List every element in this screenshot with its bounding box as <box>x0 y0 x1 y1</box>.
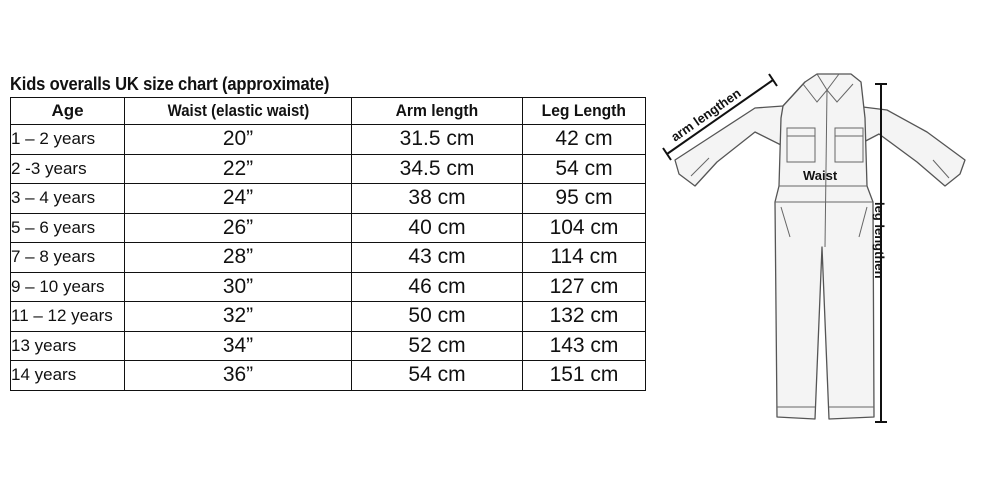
age-cell: 5 – 6 years <box>11 213 125 243</box>
table-row <box>11 243 646 273</box>
age-cell: 9 – 10 years <box>11 272 125 302</box>
leg-length-cell: 42 cm <box>523 125 646 155</box>
arm-length-cell: 52 cm <box>352 331 523 361</box>
header-age: Age <box>11 98 125 125</box>
arm-length-cell: 50 cm <box>352 302 523 332</box>
age-cell: 2 -3 years <box>11 154 125 184</box>
table-row <box>11 184 646 214</box>
table-row <box>11 302 646 332</box>
age-cell: 14 years <box>11 361 125 391</box>
leg-length-cell: 151 cm <box>523 361 646 391</box>
header-waist: Waist (elastic waist) <box>125 98 352 125</box>
arm-length-cell: 34.5 cm <box>352 154 523 184</box>
table-row <box>11 272 646 302</box>
table-body <box>11 125 646 391</box>
leg-length-cell: 132 cm <box>523 302 646 332</box>
waist-cell: 22” <box>125 154 352 184</box>
arm-length-cell: 38 cm <box>352 184 523 214</box>
leg-length-cell: 114 cm <box>523 243 646 273</box>
leg-length-cell: 95 cm <box>523 184 646 214</box>
waist-cell: 32” <box>125 302 352 332</box>
age-cell: 3 – 4 years <box>11 184 125 214</box>
leg-length-cell: 104 cm <box>523 213 646 243</box>
table-header-row <box>11 98 646 125</box>
leg-length-cell: 143 cm <box>523 331 646 361</box>
leg-length-cell: 54 cm <box>523 154 646 184</box>
arm-length-cell: 43 cm <box>352 243 523 273</box>
waist-cell: 26” <box>125 213 352 243</box>
age-cell: 13 years <box>11 331 125 361</box>
leg-length-cell: 127 cm <box>523 272 646 302</box>
waist-cell: 36” <box>125 361 352 391</box>
table-row <box>11 154 646 184</box>
waist-cell: 24” <box>125 184 352 214</box>
chart-title: Kids overalls UK size chart (approximate) <box>10 74 330 94</box>
overalls-diagram <box>655 62 985 432</box>
table-row <box>11 361 646 391</box>
header-leg-length: Leg Length <box>523 98 646 125</box>
waist-label: Waist <box>803 168 838 183</box>
arm-length-cell: 46 cm <box>352 272 523 302</box>
table-row <box>11 331 646 361</box>
arm-length-label: arm lengthen <box>668 85 744 145</box>
age-cell: 7 – 8 years <box>11 243 125 273</box>
waist-cell: 34” <box>125 331 352 361</box>
age-cell: 11 – 12 years <box>11 302 125 332</box>
overalls-outline <box>675 74 965 419</box>
age-cell: 1 – 2 years <box>11 125 125 155</box>
waist-cell: 20” <box>125 125 352 155</box>
arm-length-cell: 54 cm <box>352 361 523 391</box>
arm-length-cell: 40 cm <box>352 213 523 243</box>
header-arm-length: Arm length <box>352 98 523 125</box>
size-table <box>10 97 646 391</box>
waist-cell: 28” <box>125 243 352 273</box>
arm-length-cell: 31.5 cm <box>352 125 523 155</box>
leg-length-label: leg lengthen <box>872 202 887 279</box>
waist-cell: 30” <box>125 272 352 302</box>
table-row <box>11 213 646 243</box>
table-row <box>11 125 646 155</box>
